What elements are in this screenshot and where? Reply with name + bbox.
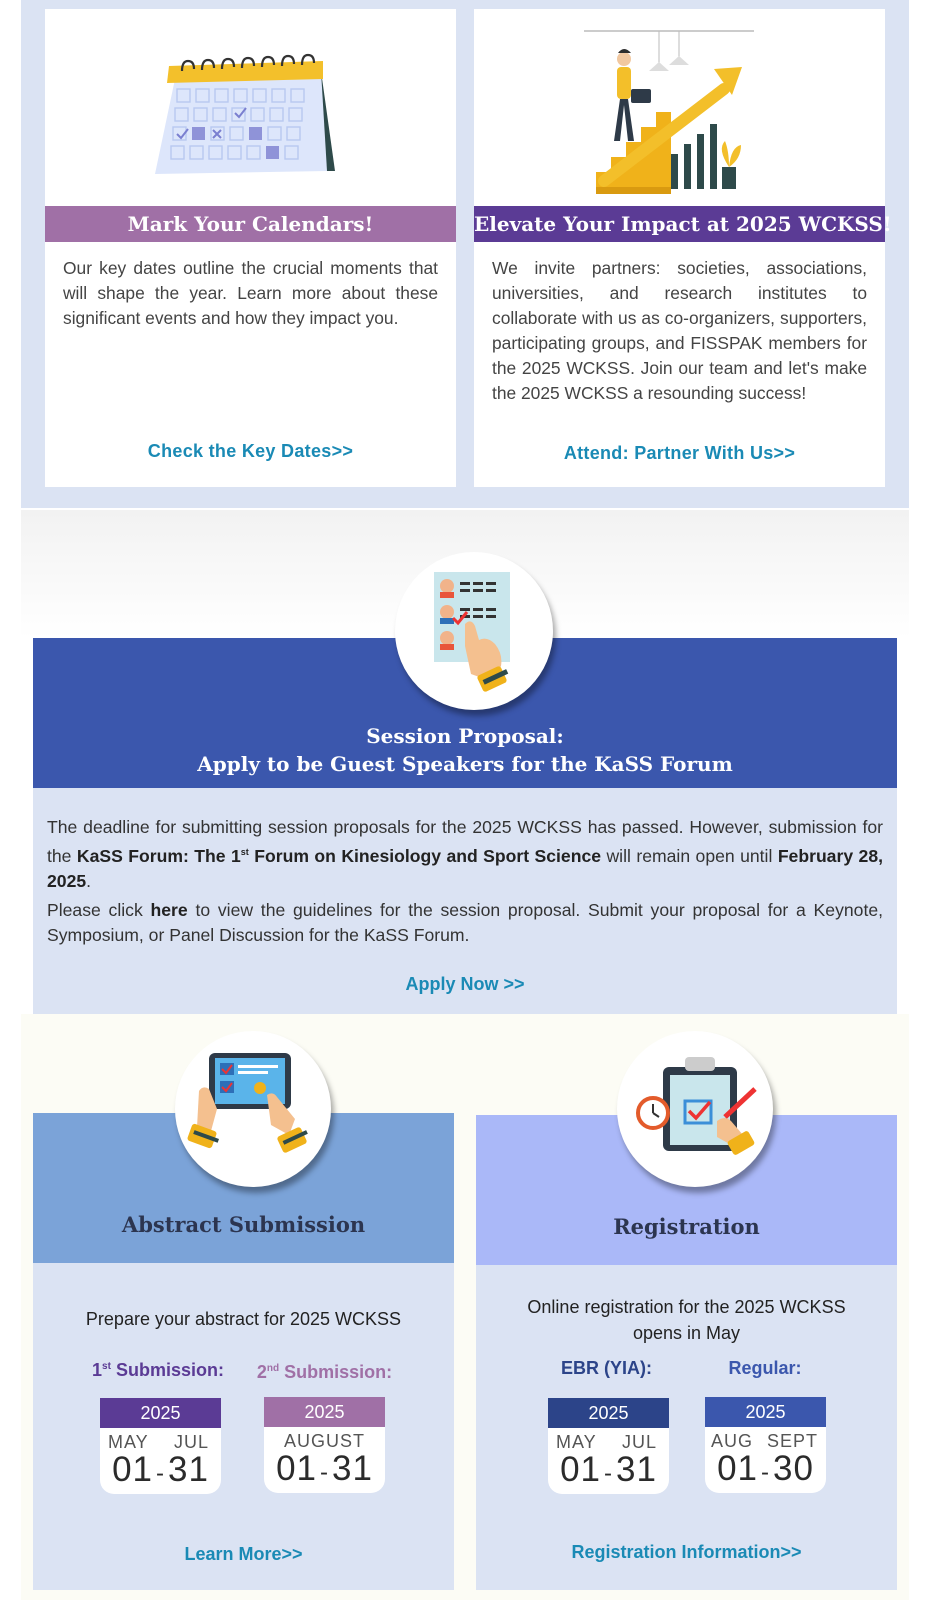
- candidate-checklist-icon: [395, 552, 553, 710]
- deadline-date: February 28, 2025: [47, 845, 883, 891]
- ebr-label: EBR (YIA):: [561, 1358, 652, 1378]
- regular-end-month: SEPT: [766, 1431, 818, 1451]
- check-key-dates-link[interactable]: Check the Key Dates>>: [147, 441, 354, 461]
- second-submission-year: 2025: [264, 1397, 385, 1427]
- first-submission-end-month: JUL: [173, 1432, 209, 1452]
- regular-date-card: [705, 1397, 826, 1493]
- second-submission-month: AUGUST: [283, 1431, 365, 1451]
- ebr-days: 01 -31: [560, 1450, 657, 1489]
- ebr-year: 2025: [548, 1398, 669, 1428]
- abstract-lead-text: Prepare your abstract for 2025 WCKSS: [85, 1309, 402, 1329]
- ebr-start-month: MAY: [556, 1432, 597, 1452]
- abstract-submission-title: Abstract Submission: [121, 1212, 366, 1237]
- first-submission-year: 2025: [100, 1398, 221, 1428]
- abstract-learn-more-link[interactable]: Learn More>>: [184, 1544, 303, 1564]
- registration-lead-text: Online registration for the 2025 WCKSS opens in May: [527, 1297, 846, 1343]
- regular-days: 01 -30: [717, 1449, 814, 1488]
- regular-start-month: AUG: [711, 1431, 754, 1451]
- calendar-illustration-icon: [45, 9, 456, 206]
- registration-information-link[interactable]: Registration Information>>: [571, 1542, 802, 1562]
- session-deadline-paragraph: The deadline for submitting session proposals for the 2025 WCKSS has passed. However, submission for the KaSS Forum: The 1st Forum on Kinesiology and Sport Science will remain open until February 28, 2025.: [47, 817, 883, 891]
- regular-label: Regular:: [728, 1358, 802, 1378]
- partner-with-us-link[interactable]: Attend: Partner With Us>>: [563, 443, 796, 463]
- calendars-card: [45, 9, 456, 487]
- session-guidelines-paragraph: Please click here to view the guidelines for the session proposal. Submit your proposal for a Keynote, Symposium, or Panel Discussion for the KaSS Forum.: [47, 900, 884, 945]
- growth-stairs-illustration-icon: [474, 9, 885, 206]
- tablet-submission-icon: [175, 1031, 331, 1187]
- calendars-card-text: Our key dates outline the crucial moments that will shape the year. Learn more about these significant events and how they impact you.: [63, 258, 438, 328]
- impact-card-title: Elevate Your Impact at 2025 WCKSS!: [474, 206, 885, 242]
- second-submission-date-card: [264, 1397, 385, 1493]
- first-submission-days: 01 -31: [112, 1450, 209, 1489]
- second-submission-label: 2nd Submission:: [256, 1362, 393, 1382]
- second-submission-days: 01 -31: [276, 1449, 373, 1488]
- first-submission-date-card: [100, 1398, 221, 1494]
- guidelines-here-link[interactable]: here: [150, 900, 188, 920]
- session-proposal-title: [33, 722, 897, 778]
- impact-card-text: We invite partners: societies, associations, universities, and research institutes to collaborate with us as co-organizers, supporters, participating groups, and FISSPAK members for the 2025 WCKSS. Join our team and let's make the 2025 WCKSS a resounding success!: [492, 258, 867, 403]
- apply-now-link[interactable]: Apply Now >>: [405, 974, 525, 994]
- ebr-date-card: [548, 1398, 669, 1494]
- session-title-line1: Session Proposal:: [366, 724, 564, 748]
- first-submission-start-month: MAY: [108, 1432, 149, 1452]
- registration-title: Registration: [613, 1214, 760, 1239]
- ebr-end-month: JUL: [621, 1432, 657, 1452]
- session-title-line2: Apply to be Guest Speakers for the KaSS Forum: [197, 752, 733, 776]
- first-submission-label: 1st Submission:: [92, 1360, 224, 1380]
- calendars-card-title: Mark Your Calendars!: [45, 206, 456, 242]
- impact-card: [474, 9, 892, 487]
- clipboard-registration-icon: [617, 1031, 773, 1187]
- regular-year: 2025: [705, 1397, 826, 1427]
